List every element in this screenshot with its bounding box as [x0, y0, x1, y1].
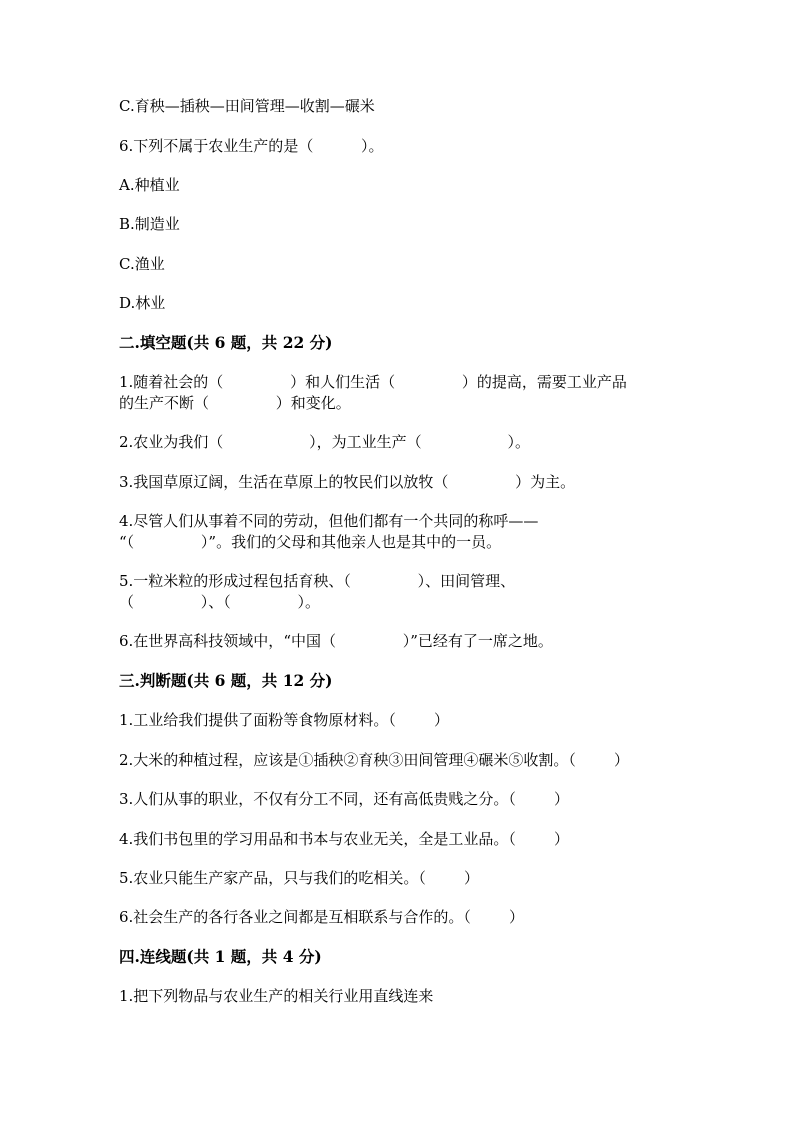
option-line: D.林业 [119, 294, 166, 312]
question-line: 1.把下列物品与农业生产的相关行业用直线连来 [119, 987, 434, 1005]
question-line: 2.农业为我们（ ），为工业生产（ ）。 [119, 433, 530, 451]
question-line: 2.大米的种植过程，应该是①插秧②育秧③田间管理④碾米⑤收割。（ ） [119, 751, 629, 769]
question-continuation: 的生产不断（ ）和变化。 [119, 394, 351, 412]
question-line: 4.尽管人们从事着不同的劳动，但他们都有一个共同的称呼—— [119, 512, 539, 530]
section-heading: 二.填空题(共 6 题，共 22 分) [119, 333, 333, 352]
question-line: 6.在世界高科技领域中，“中国（ ）”已经有了一席之地。 [119, 632, 553, 650]
question-line: 1.工业给我们提供了面粉等食物原材料。（ ） [119, 711, 449, 729]
question-continuation: （ ）、（ ）。 [119, 593, 321, 611]
option-line: B.制造业 [119, 215, 180, 233]
question-line: 5.农业只能生产家产品，只与我们的吃相关。（ ） [119, 869, 479, 887]
question-line: 4.我们书包里的学习用品和书本与农业无关，全是工业品。（ ） [119, 830, 569, 848]
option-line: C.育秧—插秧—田间管理—收割—碾米 [119, 97, 375, 115]
question-line: 3.人们从事的职业，不仅有分工不同，还有高低贵贱之分。（ ） [119, 790, 569, 808]
question-line: 5.一粒米粒的形成过程包括育秧、（ ）、田间管理、 [119, 572, 516, 590]
section-heading: 三.判断题(共 6 题，共 12 分) [119, 671, 333, 690]
question-line: 6.社会生产的各行各业之间都是互相联系与合作的。（ ） [119, 908, 524, 926]
question-line: 6.下列不属于农业生产的是（ ）。 [119, 137, 384, 155]
question-line: 3.我国草原辽阔，生活在草原上的牧民们以放牧（ ）为主。 [119, 473, 576, 491]
question-line: 1.随着社会的（ ）和人们生活（ ）的提高，需要工业产品 [119, 373, 627, 391]
option-line: C.渔业 [119, 255, 165, 273]
option-line: A.种植业 [119, 176, 180, 194]
section-heading: 四.连线题(共 1 题，共 4 分) [119, 947, 322, 966]
question-continuation: “（ ）”。我们的父母和其他亲人也是其中的一员。 [119, 533, 502, 551]
